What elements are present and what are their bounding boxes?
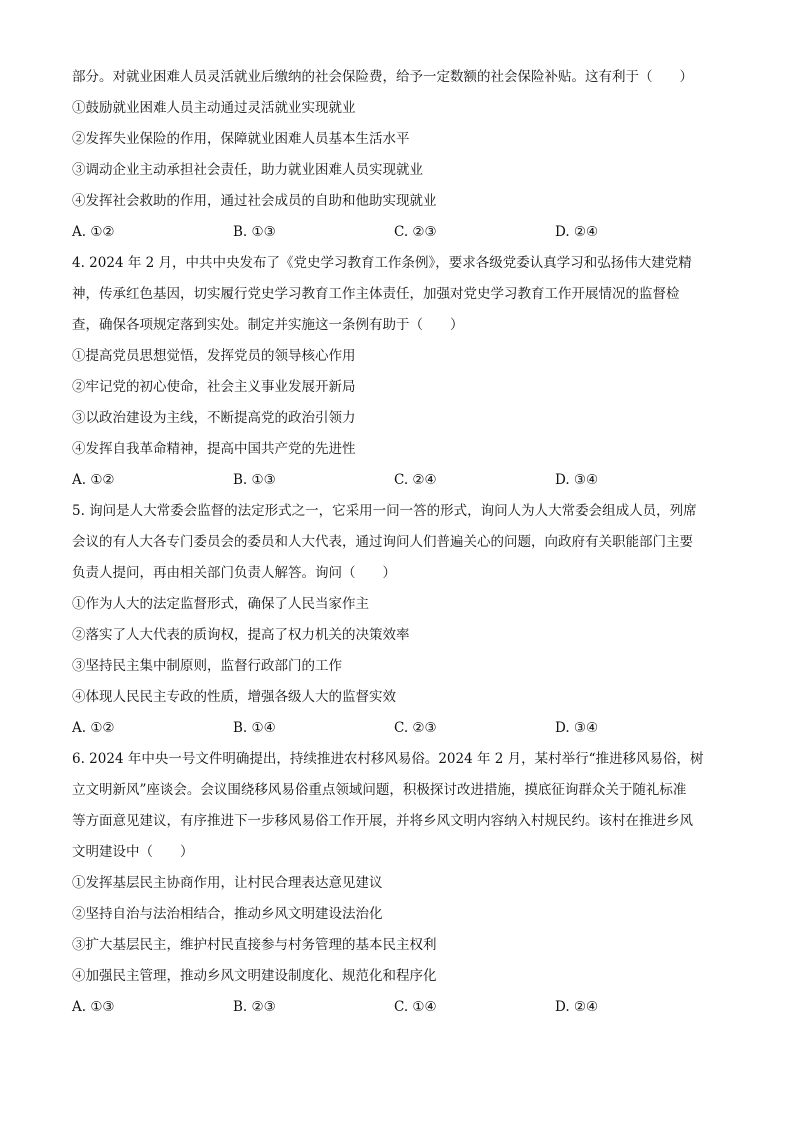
answer-options <box>72 465 732 496</box>
question-stem-line: 6. 2024 年中央一号文件明确提出，持续推进农村移风易俗。2024 年 2 月，某村举行“推进移风易俗，树 <box>72 751 704 767</box>
statement-item: ②坚持自治与法治相结合，推动乡风文明建设法治化 <box>72 906 383 922</box>
question-stem-line: 等方面意见建议，有序推进下一步移风易俗工作开展，并将乡风文明内容纳入村规民约。该村在推进乡风 <box>72 813 693 829</box>
option-b[interactable]: B. ①③ <box>233 224 276 240</box>
statement-item: ③坚持民主集中制原则，监督行政部门的工作 <box>72 658 342 674</box>
statement-item: ①提高党员思想觉悟，发挥党员的领导核心作用 <box>72 348 356 364</box>
statement-item: ①作为人大的法定监督形式，确保了人民当家作主 <box>72 596 369 612</box>
statement-item: ④发挥自我革命精神，提高中国共产党的先进性 <box>72 441 356 457</box>
question-stem-line: 4. 2024 年 2 月，中共中央发布了《党史学习教育工作条例》，要求各级党委认真学习和弘扬伟大建党精 <box>72 255 692 271</box>
option-b[interactable]: B. ①③ <box>233 472 276 488</box>
option-a[interactable]: A. ①② <box>72 720 115 736</box>
statement-item: ②发挥失业保险的作用，保障就业困难人员基本生活水平 <box>72 131 410 147</box>
option-a[interactable]: A. ①② <box>72 472 115 488</box>
question-stem-line: 查，确保各项规定落到实处。制定并实施这一条例有助于（ ） <box>72 317 464 333</box>
option-c[interactable]: C. ②④ <box>394 472 437 488</box>
question-6 <box>72 744 732 1023</box>
option-d[interactable]: D. ③④ <box>555 472 599 488</box>
question-stem-line: 会议的有人大各专门委员会的委员和人大代表，通过询问人们普遍关心的问题，向政府有关职能部门主要 <box>72 534 693 550</box>
question-stem-line: 负责人提问，再由相关部门负责人解答。询问（ ） <box>72 565 396 581</box>
question-stem-line: 5. 询问是人大常委会监督的法定形式之一，它采用一问一答的形式，询问人为人大常委会组成人员，列席 <box>72 503 697 519</box>
option-c[interactable]: C. ①④ <box>394 999 437 1015</box>
option-c[interactable]: C. ②③ <box>394 224 437 240</box>
question-stem-line: 神，传承红色基因，切实履行党史学习教育工作主体责任，加强对党史学习教育工作开展情况的监督检 <box>72 286 680 302</box>
option-a[interactable]: A. ①③ <box>72 999 115 1015</box>
statement-item: ④发挥社会救助的作用，通过社会成员的自助和他助实现就业 <box>72 193 437 209</box>
statement-item: ③以政治建设为主线，不断提高党的政治引领力 <box>72 410 356 426</box>
option-d[interactable]: D. ③④ <box>555 720 599 736</box>
statement-item: ③调动企业主动承担社会责任，助力就业困难人员实现就业 <box>72 162 423 178</box>
question-stem-line: 部分。对就业困难人员灵活就业后缴纳的社会保险费，给予一定数额的社会保险补贴。这有利于（ ） <box>72 69 693 85</box>
option-b[interactable]: B. ②③ <box>233 999 276 1015</box>
question-stem-line: 立文明新风”座谈会。会议围绕移风易俗重点领域问题，积极探讨改进措施，摸底征询群众关于随礼标准 <box>72 782 687 798</box>
statement-item: ②落实了人大代表的质询权，提高了权力机关的决策效率 <box>72 627 410 643</box>
option-b[interactable]: B. ①④ <box>233 720 276 736</box>
answer-options <box>72 217 732 248</box>
statement-item: ②牢记党的初心使命，社会主义事业发展开新局 <box>72 379 356 395</box>
statement-item: ④加强民主管理，推动乡风文明建设制度化、规范化和程序化 <box>72 968 437 984</box>
option-a[interactable]: A. ①② <box>72 224 115 240</box>
option-d[interactable]: D. ②④ <box>555 999 599 1015</box>
option-c[interactable]: C. ②③ <box>394 720 437 736</box>
statement-item: ④体现人民民主专政的性质，增强各级人大的监督实效 <box>72 689 396 705</box>
answer-options <box>72 713 732 744</box>
question-4 <box>72 248 732 496</box>
page-content <box>72 62 732 1023</box>
option-d[interactable]: D. ②④ <box>555 224 599 240</box>
question-5 <box>72 496 732 744</box>
question-3-tail <box>72 62 732 248</box>
answer-options <box>72 992 732 1023</box>
statement-item: ①鼓励就业困难人员主动通过灵活就业实现就业 <box>72 100 356 116</box>
statement-item: ③扩大基层民主，维护村民直接参与村务管理的基本民主权利 <box>72 937 437 953</box>
statement-item: ①发挥基层民主协商作用，让村民合理表达意见建议 <box>72 875 383 891</box>
question-stem-line: 文明建设中（ ） <box>72 844 194 860</box>
